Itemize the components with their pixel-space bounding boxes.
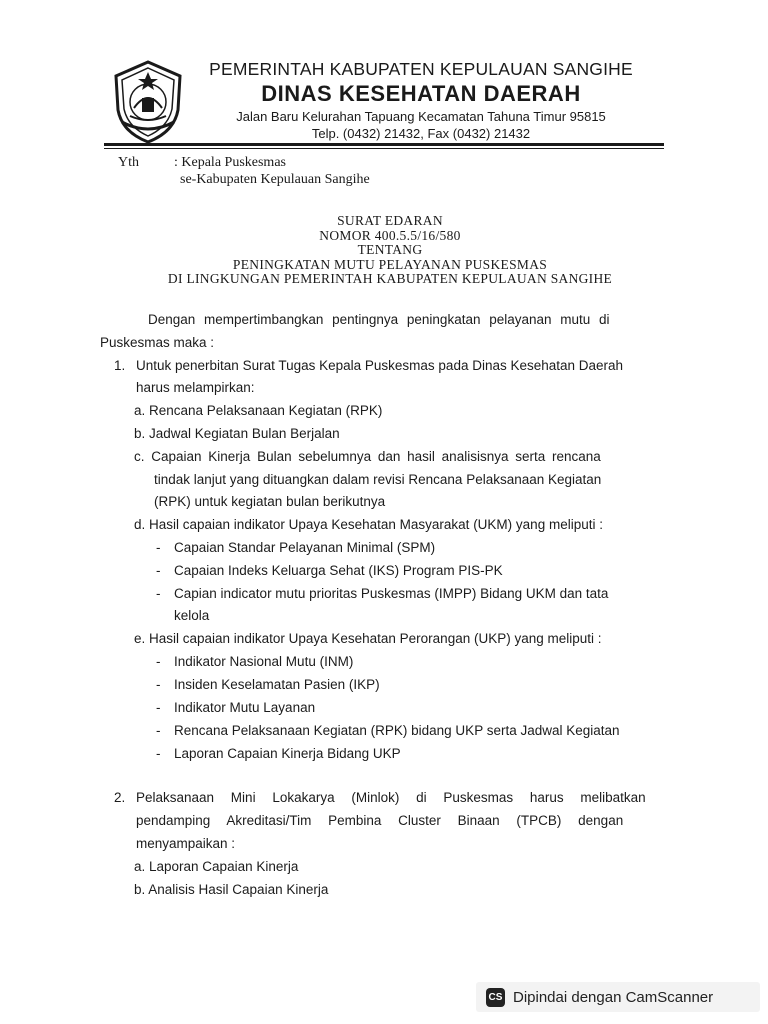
item-a: a. Rencana Pelaksanaan Kegiatan (RPK) (134, 403, 383, 418)
dash-d1: - (156, 540, 161, 555)
letterhead-government: PEMERINTAH KABUPATEN KEPULAUAN SANGIHE (209, 59, 633, 79)
point-2-line-1: Pelaksanaan Mini Lokakarya (Minlok) di Puskesmas harus melibatkan (136, 790, 646, 805)
title-about: TENTANG (357, 242, 423, 257)
point-2-number: 2. (114, 790, 126, 805)
intro-line-2: Puskesmas maka : (100, 335, 215, 350)
item-e3: Indikator Mutu Layanan (174, 700, 316, 715)
camscanner-text: Dipindai dengan CamScanner (513, 988, 714, 1006)
point-1-line-2: harus melampirkan: (136, 380, 255, 395)
dash-e3: - (156, 700, 161, 715)
item-d: d. Hasil capaian indikator Upaya Kesehatan Masyarakat (UKM) yang meliputi : (134, 517, 603, 532)
dash-d2: - (156, 563, 161, 578)
point-2-line-2: pendamping Akreditasi/Tim Pembina Cluster Binaan (TPCB) dengan (136, 813, 624, 828)
letterhead-rule-thick (104, 143, 664, 146)
point-2-item-a: a. Laporan Capaian Kinerja (134, 859, 299, 874)
item-b: b. Jadwal Kegiatan Bulan Berjalan (134, 426, 340, 441)
item-e4: Rencana Pelaksanaan Kegiatan (RPK) bidang UKP serta Jadwal Kegiatan (174, 723, 620, 738)
recipient-label: Yth (118, 155, 139, 170)
item-d2: Capaian Indeks Keluarga Sehat (IKS) Program PIS-PK (174, 563, 503, 578)
intro-line-1: Dengan mempertimbangkan pentingnya peningkatan pelayanan mutu di (148, 312, 610, 327)
point-1-line-1: Untuk penerbitan Surat Tugas Kepala Puskesmas pada Dinas Kesehatan Daerah (136, 358, 624, 373)
item-e5: Laporan Capaian Kinerja Bidang UKP (174, 746, 401, 761)
item-d3-line-1: Capian indicator mutu prioritas Puskesmas (IMPP) Bidang UKM dan tata (174, 586, 609, 601)
item-e2: Insiden Keselamatan Pasien (IKP) (174, 677, 380, 692)
title-subject-1: PENINGKATAN MUTU PELAYANAN PUSKESMAS (232, 256, 548, 272)
title-subject-2: DI LINGKUNGAN PEMERINTAH KABUPATEN KEPULAUAN SANGIHE (167, 271, 613, 286)
regency-emblem-icon (108, 58, 188, 146)
item-d1: Capaian Standar Pelayanan Minimal (SPM) (174, 540, 436, 555)
dash-d3: - (156, 586, 161, 601)
item-e: e. Hasil capaian indikator Upaya Kesehatan Perorangan (UKP) yang meliputi : (134, 631, 602, 646)
letterhead-phone: Telp. (0432) 21432, Fax (0432) 21432 (311, 126, 531, 141)
item-c-line-2: tindak lanjut yang dituangkan dalam revisi Rencana Pelaksanaan Kegiatan (154, 472, 602, 487)
item-c-line-3: (RPK) untuk kegiatan bulan berikutnya (154, 494, 386, 509)
recipient-line-1: : Kepala Puskesmas (174, 155, 286, 170)
item-e1: Indikator Nasional Mutu (INM) (174, 654, 354, 669)
letterhead-agency: DINAS KESEHATAN DAERAH (261, 81, 581, 106)
camscanner-watermark (476, 982, 760, 1012)
letter-title (100, 214, 680, 287)
point-2-line-3: menyampaikan : (136, 836, 236, 851)
point-1-number: 1. (114, 358, 126, 373)
dash-e5: - (156, 746, 161, 761)
camscanner-logo-icon: CS (486, 988, 505, 1007)
point-2-item-b: b. Analisis Hasil Capaian Kinerja (134, 882, 329, 897)
title-number: NOMOR 400.5.5/16/580 (319, 227, 461, 243)
letterhead (196, 58, 646, 142)
recipient-line-2: se-Kabupaten Kepulauan Sangihe (180, 172, 370, 187)
item-c-line-1: c. Capaian Kinerja Bulan sebelumnya dan hasil analisisnya serta rencana (134, 449, 601, 464)
title-type: SURAT EDARAN (337, 213, 443, 228)
letterhead-address: Jalan Baru Kelurahan Tapuang Kecamatan Tahuna Timur 95815 (236, 109, 606, 124)
dash-e1: - (156, 654, 161, 669)
dash-e4: - (156, 723, 161, 738)
item-d3-line-2: kelola (174, 608, 210, 623)
dash-e2: - (156, 677, 161, 692)
letterhead-rule-thin (104, 148, 664, 149)
